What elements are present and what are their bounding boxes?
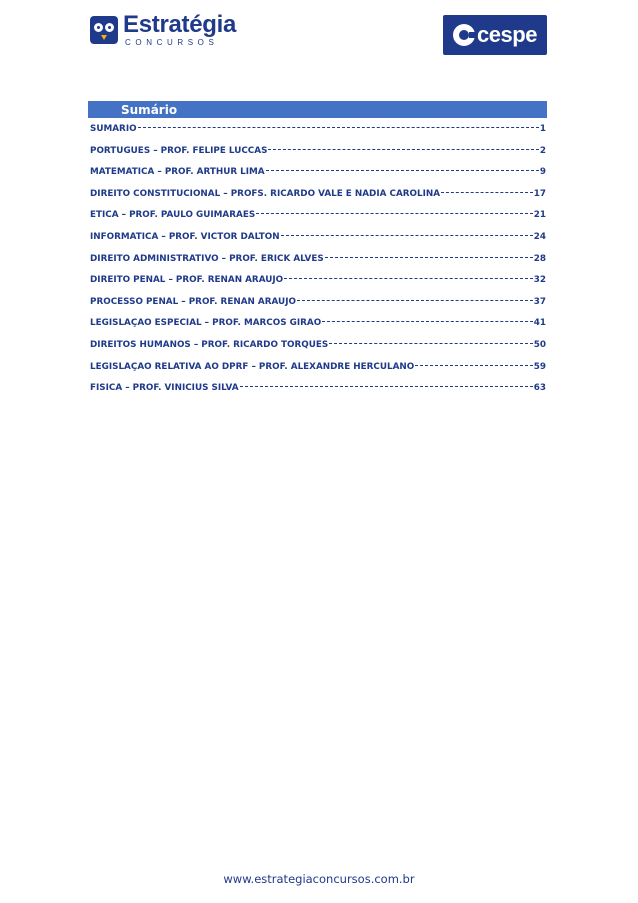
toc-entry-label: DIREITOS HUMANOS – PROF. RICARDO TORQUES bbox=[90, 339, 329, 350]
toc-entry-label: LEGISLAÇÃO RELATIVA AO DPRF – PROF. ALEXANDRE HERCULANO bbox=[90, 361, 415, 372]
toc-entry[interactable] bbox=[90, 167, 546, 189]
toc-leader-dashes bbox=[284, 277, 533, 279]
toc-entry-label: MATEMÁTICA – PROF. ARTHUR LIMA bbox=[90, 167, 265, 178]
toc-entry-label: PROCESSO PENAL – PROF. RENAN ARAUJO bbox=[90, 296, 296, 307]
brand-subtitle: CONCURSOS bbox=[125, 38, 219, 47]
toc-entry[interactable] bbox=[90, 275, 546, 297]
toc-entry-page: 17 bbox=[533, 188, 546, 199]
toc-entry-label: PORTUGUÊS – PROF. FELIPE LUCCAS bbox=[90, 145, 268, 156]
toc-leader-dashes bbox=[256, 212, 533, 214]
toc-leader-dashes bbox=[138, 126, 539, 128]
toc-leader-dashes bbox=[322, 320, 533, 322]
toc-leader-dashes bbox=[268, 148, 538, 150]
table-of-contents bbox=[90, 124, 546, 405]
footer-url[interactable]: www.estrategiaconcursos.com.br bbox=[223, 872, 415, 886]
toc-entry-page: 1 bbox=[539, 124, 546, 134]
brand-name: Estratégia bbox=[123, 11, 237, 38]
toc-leader-dashes bbox=[240, 385, 533, 387]
toc-entry-label: DIREITO CONSTITUCIONAL – PROFS. RICARDO VALE E NÁDIA CAROLINA bbox=[90, 188, 441, 199]
toc-leader-dashes bbox=[325, 256, 533, 258]
cespe-logo-text: cespe bbox=[477, 22, 537, 47]
toc-entry-page: 37 bbox=[533, 296, 546, 307]
toc-entry[interactable] bbox=[90, 189, 546, 211]
toc-leader-dashes bbox=[329, 342, 533, 344]
toc-entry-page: 2 bbox=[539, 145, 546, 156]
toc-entry-page: 28 bbox=[533, 253, 546, 264]
toc-entry[interactable] bbox=[90, 383, 546, 405]
summary-header-bar bbox=[88, 101, 547, 118]
toc-entry-label: SUMÁRIO bbox=[90, 124, 137, 134]
toc-leader-dashes bbox=[415, 364, 532, 366]
toc-entry-label: FÍSICA – PROF. VINÍCIUS SILVA bbox=[90, 383, 239, 394]
owl-logo-icon bbox=[90, 16, 118, 44]
toc-entry[interactable] bbox=[90, 232, 546, 254]
toc-entry-page: 63 bbox=[533, 383, 546, 394]
toc-entry[interactable] bbox=[90, 318, 546, 340]
toc-entry-page: 24 bbox=[533, 231, 546, 242]
toc-entry[interactable] bbox=[90, 124, 546, 146]
toc-entry[interactable] bbox=[90, 254, 546, 276]
toc-entry-label: DIREITO PENAL – PROF. RENAN ARAUJO bbox=[90, 275, 284, 286]
toc-entry[interactable] bbox=[90, 210, 546, 232]
cespe-logo bbox=[443, 15, 547, 55]
toc-entry[interactable] bbox=[90, 362, 546, 384]
toc-leader-dashes bbox=[297, 299, 533, 301]
toc-entry-page: 59 bbox=[533, 361, 546, 372]
toc-entry-page: 50 bbox=[533, 339, 546, 350]
toc-entry[interactable] bbox=[90, 297, 546, 319]
toc-entry-label: ÉTICA – PROF. PAULO GUIMARÃES bbox=[90, 210, 256, 221]
toc-entry-page: 9 bbox=[539, 167, 546, 178]
toc-entry-label: DIREITO ADMINISTRATIVO – PROF. ERICK ALVES bbox=[90, 253, 324, 264]
toc-entry-page: 41 bbox=[533, 318, 546, 329]
toc-entry-page: 32 bbox=[533, 275, 546, 286]
cespe-c-icon bbox=[453, 24, 475, 46]
toc-entry-label: LEGISLAÇÃO ESPECIAL – PROF. MARCOS GIRÃO bbox=[90, 318, 322, 329]
toc-entry-label: INFORMÁTICA – PROF. VICTOR DALTON bbox=[90, 231, 280, 242]
toc-leader-dashes bbox=[266, 169, 539, 171]
estrategia-logo bbox=[90, 12, 260, 48]
toc-entry[interactable] bbox=[90, 146, 546, 168]
toc-entry-page: 21 bbox=[533, 210, 546, 221]
toc-leader-dashes bbox=[441, 191, 533, 193]
toc-entry[interactable] bbox=[90, 340, 546, 362]
toc-leader-dashes bbox=[281, 234, 533, 236]
summary-title: Sumário bbox=[121, 102, 178, 117]
